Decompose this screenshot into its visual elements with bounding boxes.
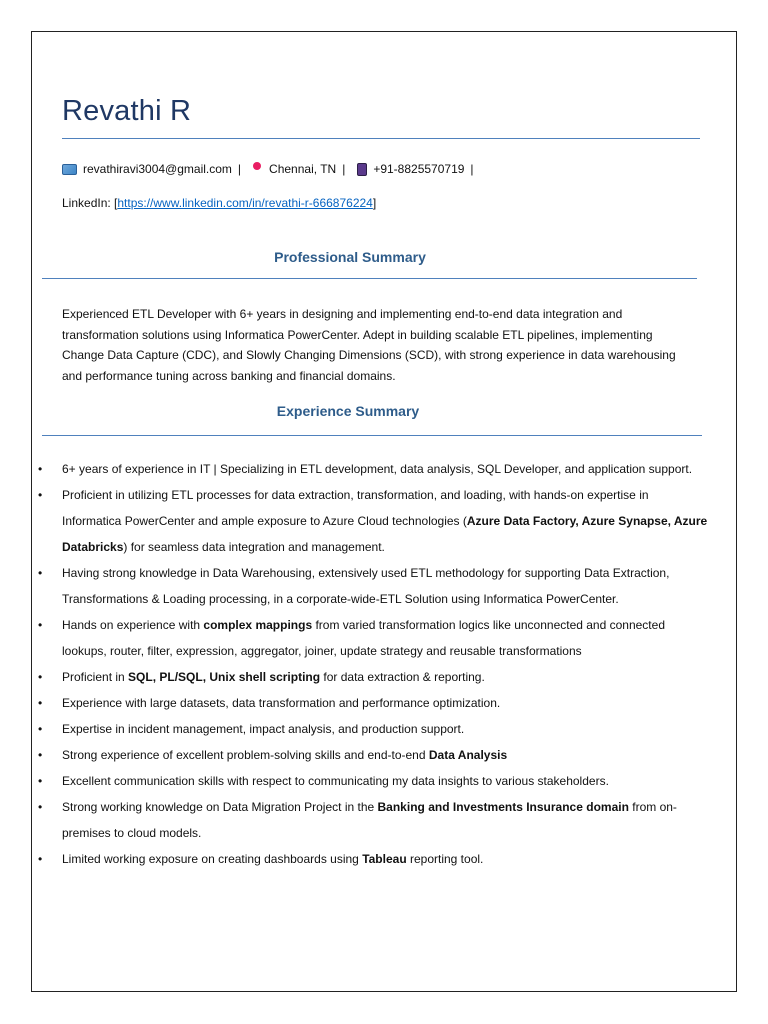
contact-line [62,162,480,176]
phone-icon [357,163,367,176]
experience-item [38,612,710,664]
bullet-icon: • [38,670,43,684]
bullet-icon: • [38,488,43,502]
phone-text: +91-8825570719 [373,162,465,176]
experience-item [38,768,710,794]
location-text: Chennai, TN [269,162,337,176]
bullet-icon: • [38,748,43,762]
experience-item-bold-text: Data Analysis [428,748,508,762]
experience-item-text: Proficient in [62,670,129,684]
experience-item-text: reporting tool. [406,852,484,866]
experience-item-text: Experience with large datasets, data transformation and performance optimization. [62,696,501,710]
resume-name: Revathi R [62,95,192,127]
location-pin-icon [253,162,261,170]
bullet-icon: • [38,852,43,866]
experience-item-bold-text: Banking and Investments Insurance domain [377,800,629,814]
experience-item-text: Having strong knowledge in Data Warehousing, extensively used ETL methodology for supporting Data Extraction, Transformations & Loading processing, in a corporate-wide-ETL Solution using Informatica PowerCenter. [62,566,670,606]
experience-item-text: from on-premises to cloud models. [62,800,677,840]
bullet-icon: • [38,800,43,814]
experience-item-text: Limited working exposure on creating dashboards using [62,852,363,866]
experience-item-text: ) for seamless data integration and management. [123,540,385,554]
email-text[interactable]: revathiravi3004@gmail.com [83,162,232,176]
linkedin-link[interactable]: https://www.linkedin.com/in/revathi-r-666876224 [117,196,373,210]
separator: | [342,162,346,176]
experience-item-text: Strong working knowledge on Data Migration Project in the [62,800,378,814]
experience-item-text: Strong experience of excellent problem-solving skills and end-to-end [62,748,429,762]
separator: | [237,162,242,176]
experience-summary-heading: Experience Summary [276,403,420,419]
experience-item [38,560,710,612]
experience-item-bold-text: Azure Data Factory, Azure Synapse, Azure Databricks [62,514,708,554]
experience-list [38,456,710,872]
experience-item-text: from varied transformation logics like unconnected and connected lookups, router, filter, expression, aggregator, joiner, update strategy and reusable transformations [62,618,665,658]
experience-item [38,742,710,768]
professional-summary-divider [42,278,697,279]
professional-summary-text: Experienced ETL Developer with 6+ years in designing and implementing end-to-end data integration and transformation solutions using Informatica PowerCenter. Adept in building scalable ETL pipelines, implementing Change Data Capture (CDC), and Slowly Changing Dimensions (SCD), with strong experience in data warehousing and performance tuning across banking and financial domains. [62,307,676,383]
name-divider [62,138,700,139]
experience-item-text: for data extraction & reporting. [320,670,485,684]
linkedin-line: LinkedIn: [https://www.linkedin.com/in/revathi-r-666876224] [62,196,377,210]
experience-item [38,716,710,742]
bullet-icon: • [38,696,43,710]
experience-item [38,690,710,716]
experience-item-text: Proficient in utilizing ETL processes for data extraction, transformation, and loading, with hands-on expertise in Informatica PowerCenter and ample exposure to Azure Cloud technologies ( [62,488,649,528]
bullet-icon: • [38,774,43,788]
separator: | [470,162,474,176]
experience-item [38,456,710,482]
bullet-icon: • [38,462,43,476]
experience-item [38,664,710,690]
experience-item-text: Expertise in incident management, impact analysis, and production support. [62,722,465,736]
experience-item-bold-text: SQL, PL/SQL, Unix shell scripting [128,670,321,684]
experience-item-bold-text: complex mappings [203,618,313,632]
professional-summary-heading: Professional Summary [274,249,426,265]
linkedin-label: LinkedIn: [62,196,111,210]
bullet-icon: • [38,722,43,736]
experience-item-text: Excellent communication skills with respect to communicating my data insights to various stakeholders. [62,774,609,788]
experience-item [38,846,710,872]
experience-item [38,794,710,846]
experience-item-bold-text: Tableau [362,852,407,866]
email-icon [62,164,77,175]
bullet-icon: • [38,618,43,632]
experience-item [38,482,710,560]
bullet-icon: • [38,566,43,580]
experience-summary-divider [42,435,702,436]
experience-item-text: Hands on experience with [62,618,204,632]
experience-item-text: 6+ years of experience in IT | Specializing in ETL development, data analysis, SQL Developer, and application support. [62,462,693,476]
